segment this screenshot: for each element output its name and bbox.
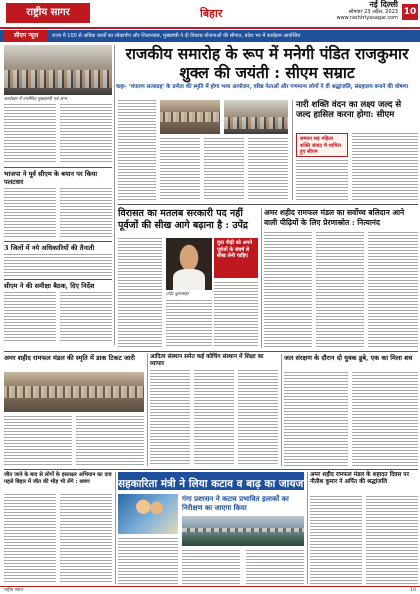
column-divider-right — [292, 100, 293, 200]
lead-text-col-1 — [118, 100, 156, 200]
bottom-right-headline[interactable]: अमर शहीद रामफल मंडल के शहादत दिवस पर नीतीश कुमार ने अर्पित की श्रद्धांजलि — [310, 472, 409, 485]
middle-portrait-caption: उपेंद्र कुशवाहा — [166, 292, 189, 297]
middle-text-2 — [214, 282, 258, 348]
lower-center-text-1 — [150, 370, 190, 466]
left-headline-2[interactable]: 3 जिलों में नये अधिकारियों की तैनाती — [4, 244, 95, 252]
left-article-text-1 — [4, 104, 56, 164]
left-article-text-7 — [60, 292, 112, 342]
masthead-rule — [0, 27, 420, 29]
lead-photo-2[interactable] — [224, 100, 288, 134]
ribbon-label: सीएम न्यूज — [4, 30, 48, 42]
right-box-headline[interactable]: नारी शक्ति वंदन का लक्ष्य जल्द से जल्द हासिल करना होगा: सीएम — [296, 100, 402, 120]
footer-page-number: 10 — [410, 588, 416, 593]
column-divider-left — [114, 45, 115, 345]
left-article-text-3 — [4, 188, 56, 238]
lower-divider-2 — [281, 354, 282, 466]
left-article-text-5 — [4, 254, 112, 276]
lead-text-col-2 — [160, 138, 200, 200]
bottom-divider-1 — [115, 472, 116, 584]
lower-right-text-1 — [284, 372, 348, 466]
left-top-photo-caption: कार्यक्रम में उपस्थित मुख्यमंत्री एवं अन्य — [4, 97, 68, 102]
lead-subhead: कहा- 'चंपारण सत्याग्रह' के प्रणेता की स्मृति में होगा भव्य आयोजन, वरिष्ठ नेताओं और गणमान्य लोगों ने दी श्रद्धांजलि, संग्रहालय बनाने की घोषणा — [116, 84, 409, 90]
bottom-divider-2 — [307, 472, 308, 584]
edition-city: नई दिल्ली — [369, 0, 398, 9]
left-top-photo[interactable] — [4, 45, 112, 95]
newspaper-name[interactable]: राष्ट्रीय सागर — [6, 3, 90, 23]
middle-lower-divider — [4, 351, 418, 352]
bottom-center-text-3 — [246, 550, 304, 584]
news-ribbon — [0, 30, 420, 42]
right-box-text-2 — [296, 160, 348, 200]
lower-headline-center[interactable]: आदित्य संस्थान समेत कई कोचिंग संस्थान में शिक्षा का व्यापार — [150, 354, 264, 367]
lead-text-col-3 — [204, 138, 244, 200]
bottom-left-text-1 — [4, 494, 56, 584]
ribbon-text[interactable]: राज्य में 100 से अधिक कार्यों का लोकार्पण और शिलान्यास, मुख्यमंत्री ने दी विकास योजनाओं की सौगात, प्रदेश भर में कार्यक्रम आयोजित — [52, 33, 301, 39]
lower-headline-left-2[interactable]: जीत जाने के बाद से लोगों के हस्ताक्षर अभियान का दाव पहले बिहार में जीत की भीड़ भी लेंगे : श्रवण — [4, 472, 112, 485]
bottom-river-photo[interactable] — [182, 516, 304, 546]
middle-portrait-photo[interactable] — [166, 238, 212, 290]
right-box-tag: सम्मान सह महिला शक्ति संवाद में शामिल हुए सीएम — [296, 133, 348, 157]
website-link[interactable]: www.rashtriyasagar.com — [336, 15, 398, 21]
left-headline-3[interactable]: सीएम ने की समीक्षा बैठक, दिए निर्देश — [4, 282, 95, 290]
lower-left-text-2 — [76, 416, 144, 466]
middle-quote-box: युवा पीढ़ी को अपने पूर्वजों के संघर्ष से सीख लेनी चाहिए — [214, 238, 258, 278]
middle-text-1 — [118, 238, 162, 348]
bottom-center-text-1 — [118, 538, 178, 584]
lead-text-col-4 — [248, 138, 288, 200]
left-article-text-4 — [60, 188, 112, 238]
masthead-meta — [337, 2, 399, 22]
bottom-section-divider — [4, 469, 418, 470]
middle-right-text-2 — [316, 232, 364, 348]
page-number: 10 — [402, 4, 418, 20]
lower-center-text-3 — [238, 370, 278, 466]
masthead — [0, 0, 420, 28]
bottom-right-text-2 — [366, 496, 418, 584]
edition-date: सोमवार 23 अप्रैल, 2023 — [348, 8, 398, 15]
lead-photo-1[interactable] — [160, 100, 220, 134]
bottom-headline-banner[interactable] — [118, 472, 304, 490]
lower-headline-left[interactable]: अमर शहीद रामफल मंडल की स्मृति में डाक टिकट जारी — [4, 354, 135, 362]
lower-divider-1 — [147, 354, 148, 466]
left-headline-1[interactable]: भाजपा ने पूर्व सीएम के बयान पर किया पलटवार — [4, 170, 98, 186]
bottom-left-text-2 — [60, 494, 112, 584]
bottom-center-text-2 — [182, 550, 240, 584]
page-footer — [0, 586, 420, 594]
bottom-headline: सहकारिता मंत्री ने लिया कटाव व बाढ़ का जायजा — [118, 478, 306, 490]
right-box-text-1 — [352, 133, 418, 200]
footer-publication: राष्ट्रीय सागर — [4, 588, 24, 593]
middle-text-3 — [166, 300, 212, 348]
section-title: बिहार — [200, 7, 223, 20]
lower-left-text-1 — [4, 416, 72, 466]
lead-headline[interactable]: राजकीय समारोह के रूप में मनेगी पंडित राजकुमार शुक्ल की जयंती : सीएम सम्राट — [125, 44, 409, 82]
middle-right-text-3 — [368, 232, 418, 348]
left-divider-3 — [4, 279, 112, 280]
middle-headline-left[interactable]: विरासत का मतलब सरकारी पद नहीं पूर्वजों की सीख आगे बढ़ाना है : उपेंद्र — [118, 208, 248, 231]
left-article-text-2 — [60, 104, 112, 164]
lower-left-photo[interactable] — [4, 372, 144, 412]
bottom-photo[interactable] — [118, 494, 178, 534]
upper-lower-divider — [118, 204, 418, 205]
middle-headline-right[interactable]: अमर शहीद रामफल मंडल का सर्वोच्च बलिदान आने वाली पीढ़ियों के लिए प्रेरणास्रोत : नित्यानंद — [264, 208, 405, 227]
bottom-right-text-1 — [310, 496, 362, 584]
left-divider-2 — [4, 241, 112, 242]
bottom-subhead: गंगा प्रशासन ने कटाव प्रभावित इलाकों का निरीक्षण का जाएगा किया — [182, 494, 289, 512]
left-divider-1 — [4, 167, 112, 168]
middle-right-text-1 — [264, 232, 312, 348]
lower-headline-right[interactable]: जल संरक्षण के दौरान दो युवक डूबे, एक का मिला शव — [284, 354, 413, 362]
lower-center-text-2 — [194, 370, 234, 466]
middle-column-divider — [261, 208, 262, 348]
left-article-text-6 — [4, 292, 56, 342]
lower-right-text-2 — [352, 372, 418, 466]
